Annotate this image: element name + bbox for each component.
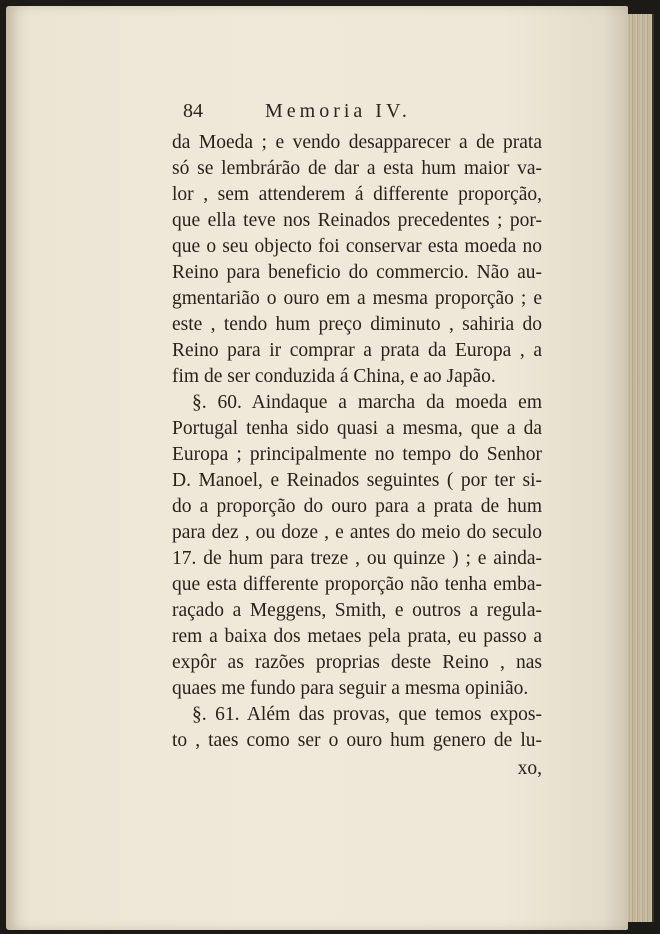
text-line: gmentarião o ouro em a mesma proporção ; e	[172, 288, 542, 309]
text-line: rem a baixa dos metaes pela prata, eu passo a	[172, 626, 542, 647]
text-line: quaes me fundo para seguir a mesma opinião.	[172, 678, 529, 699]
text-line: que ella teve nos Reinados precedentes ; por-	[172, 210, 542, 231]
text-line: Reino para ir comprar a prata da Europa , a	[172, 340, 542, 361]
text-line: Portugal tenha sido quasi a mesma, que a da	[172, 418, 542, 439]
text-line: Reino para beneficio do commercio. Não au-	[172, 262, 542, 283]
paragraph-start: §. 60. Aindaque a marcha da moeda em	[192, 392, 542, 413]
text-line: D. Manoel, e Reinados seguintes ( por ter si-	[172, 470, 542, 491]
text-line: to , taes como ser o ouro hum genero de lu-	[172, 730, 542, 751]
paragraph-start: §. 61. Além das provas, que temos expos-	[192, 704, 542, 725]
text-line: para dez , ou doze , e antes do meio do seculo	[172, 522, 542, 543]
text-line: raçado a Meggens, Smith, e outros a regula-	[172, 600, 542, 621]
text-line: que o seu objecto foi conservar esta moeda no	[172, 236, 542, 257]
catchword: xo,	[517, 758, 542, 779]
text-line: Europa ; principalmente no tempo do Senhor	[172, 444, 542, 465]
page-number: 84	[183, 100, 203, 122]
text-line: lor , sem attenderem á differente proporção,	[172, 184, 542, 205]
text-line: só se lembrárão de dar a esta hum maior va-	[172, 158, 542, 179]
text-line: expôr as razões proprias deste Reino , nas	[172, 652, 542, 673]
text-line: que esta differente proporção não tenha emba-	[172, 574, 542, 595]
page-edges	[628, 14, 654, 922]
running-title: Memoria IV.	[265, 100, 411, 122]
text-line: fim de ser conduzida á China, e ao Japão.	[172, 366, 496, 387]
text-line: da Moeda ; e vendo desapparecer a de prata	[172, 132, 542, 153]
running-header	[183, 100, 583, 126]
text-line: 17. de hum para treze , ou quinze ) ; e ainda-	[172, 548, 542, 569]
text-line: do a proporção do ouro para a prata de hum	[172, 496, 542, 517]
text-line: este , tendo hum preço diminuto , sahiria do	[172, 314, 542, 335]
